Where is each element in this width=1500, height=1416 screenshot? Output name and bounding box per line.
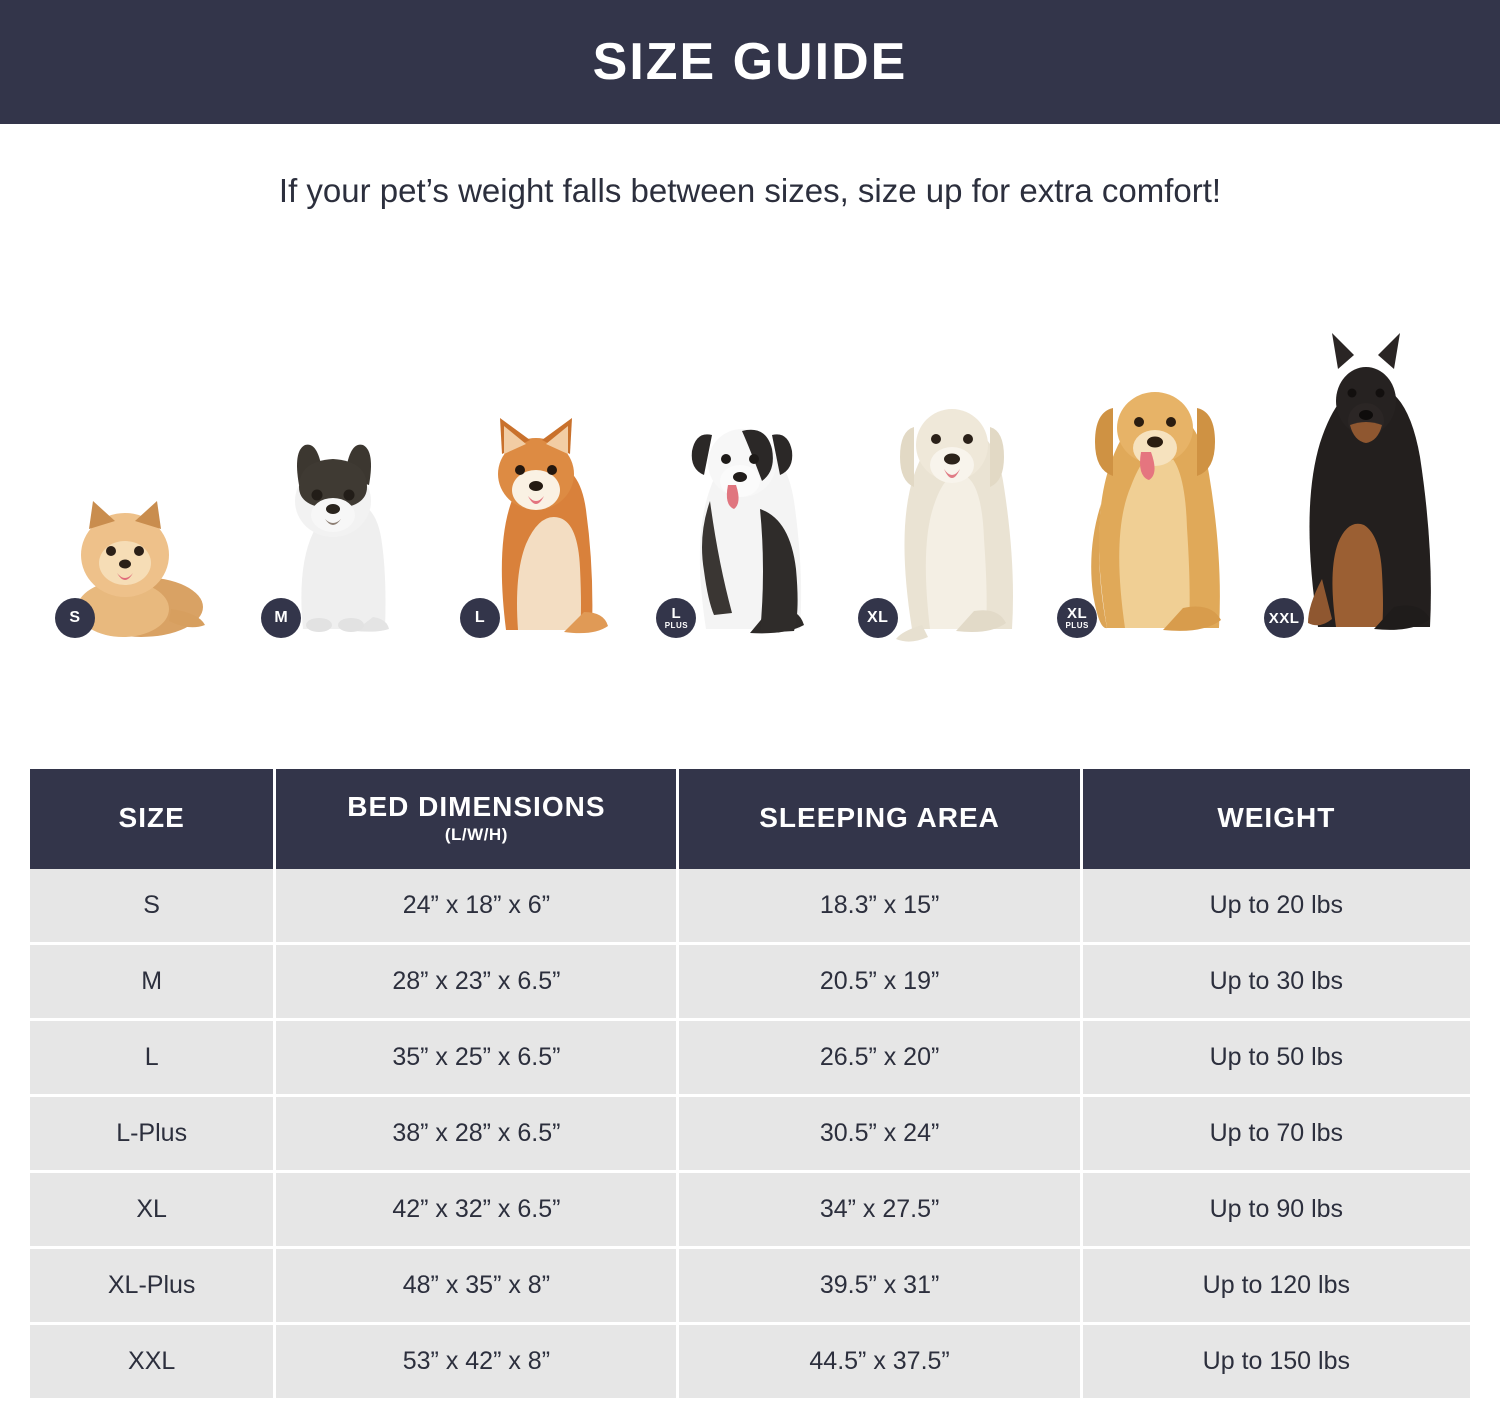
doberman-illustration [1262, 329, 1462, 644]
table-row [30, 869, 1470, 944]
shiba-inu-illustration [458, 394, 633, 644]
cell-dimensions: 35” x 25” x 6.5” [275, 1020, 678, 1096]
table-row [30, 1020, 1470, 1096]
border-collie-illustration [654, 389, 844, 644]
size-badge-xxl [1264, 598, 1304, 638]
size-badge-sublabel: PLUS [1065, 621, 1089, 630]
column-header-dimensions [275, 769, 678, 869]
size-badge-label: S [69, 609, 81, 626]
cell-sleeping-area: 34” x 27.5” [678, 1172, 1081, 1248]
table-row [30, 1096, 1470, 1172]
dog-figure-s [36, 244, 240, 644]
french-bulldog-illustration [259, 429, 424, 644]
cell-weight: Up to 70 lbs [1081, 1096, 1470, 1172]
dog-figure-xxl [1260, 244, 1464, 644]
subtitle-text: If your pet’s weight falls between sizes, size up for extra comfort! [278, 172, 1222, 209]
size-badge-label: XL [1067, 605, 1088, 622]
cell-sleeping-area: 39.5” x 31” [678, 1248, 1081, 1324]
dog-figure-xl-plus [1055, 244, 1260, 644]
dog-figure-l-plus [647, 244, 851, 644]
column-header-dimensions-label: BED DIMENSIONS [347, 791, 606, 822]
dog-size-illustrations [0, 244, 1500, 644]
table-row [30, 1324, 1470, 1399]
size-badge-sublabel: PLUS [664, 621, 689, 630]
size-badge-label: M [274, 609, 289, 626]
table-row [30, 1248, 1470, 1324]
cell-sleeping-area: 26.5” x 20” [678, 1020, 1081, 1096]
cell-weight: Up to 90 lbs [1081, 1172, 1470, 1248]
size-badge-m [261, 598, 301, 638]
dog-figure-xl [851, 244, 1055, 644]
cell-dimensions: 48” x 35” x 8” [275, 1248, 678, 1324]
size-badge-label: XL [866, 609, 889, 626]
column-header-weight: WEIGHT [1081, 769, 1470, 869]
cell-weight: Up to 120 lbs [1081, 1248, 1470, 1324]
cell-size: S [30, 869, 275, 944]
size-badge-s [55, 598, 95, 638]
cell-size: L [30, 1020, 275, 1096]
cell-sleeping-area: 44.5” x 37.5” [678, 1324, 1081, 1399]
cell-size: XL-Plus [30, 1248, 275, 1324]
column-header-dimensions-sublabel: (L/W/H) [444, 825, 508, 844]
size-badge-label: L [474, 609, 486, 626]
golden-retriever-illustration [1055, 354, 1260, 644]
cell-size: XL [30, 1172, 275, 1248]
doberman-icon [1262, 329, 1462, 644]
size-table-container [30, 769, 1470, 1398]
header-bar [0, 0, 1500, 124]
cell-sleeping-area: 18.3” x 15” [678, 869, 1081, 944]
cell-size: M [30, 944, 275, 1020]
size-badge-label: L [671, 605, 682, 622]
dog-figure-m [240, 244, 444, 644]
cell-dimensions: 53” x 42” x 8” [275, 1324, 678, 1399]
pomeranian-illustration [53, 459, 223, 644]
cell-dimensions: 28” x 23” x 6.5” [275, 944, 678, 1020]
table-row [30, 944, 1470, 1020]
size-badge-label: XXL [1268, 609, 1300, 627]
size-table [30, 769, 1470, 1398]
table-row [30, 1172, 1470, 1248]
labrador-illustration [856, 369, 1051, 644]
cell-dimensions: 42” x 32” x 6.5” [275, 1172, 678, 1248]
column-header-size: SIZE [30, 769, 275, 869]
size-badge-l [460, 598, 500, 638]
cell-weight: Up to 30 lbs [1081, 944, 1470, 1020]
cell-dimensions: 38” x 28” x 6.5” [275, 1096, 678, 1172]
page-title: SIZE GUIDE [592, 33, 908, 91]
column-header-sleeping-area: SLEEPING AREA [678, 769, 1081, 869]
cell-size: XXL [30, 1324, 275, 1399]
cell-dimensions: 24” x 18” x 6” [275, 869, 678, 944]
cell-sleeping-area: 20.5” x 19” [678, 944, 1081, 1020]
cell-size: L-Plus [30, 1096, 275, 1172]
cell-sleeping-area: 30.5” x 24” [678, 1096, 1081, 1172]
size-badge-xl [858, 598, 898, 638]
subtitle-section [0, 124, 1500, 210]
dog-figure-l [444, 244, 648, 644]
size-badge-xl-plus [1057, 598, 1097, 638]
table-header-row [30, 769, 1470, 869]
cell-weight: Up to 50 lbs [1081, 1020, 1470, 1096]
cell-weight: Up to 150 lbs [1081, 1324, 1470, 1399]
cell-weight: Up to 20 lbs [1081, 869, 1470, 944]
